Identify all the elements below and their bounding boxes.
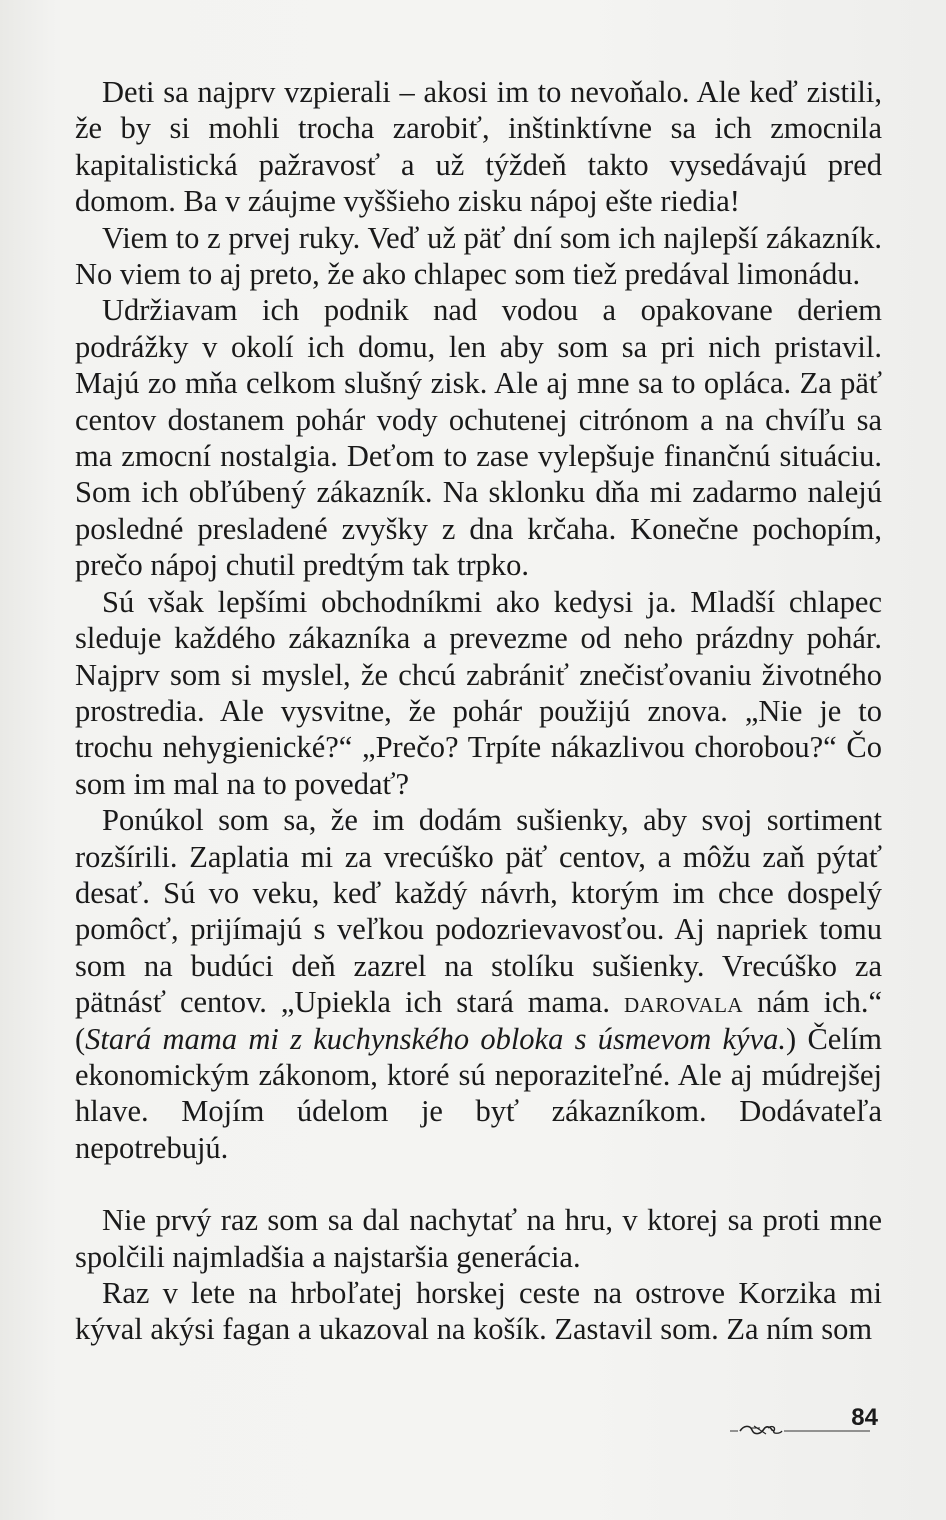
paragraph-6: Nie prvý raz som sa dal nachytať na hru, v ktorej sa proti mne spolčili najmladšia a najstaršia generácia. [75,1203,882,1274]
italic-aside: Stará mama mi z kuchynského obloka s úsmevom kýva. [85,1021,787,1056]
paragraph-1: Deti sa najprv vzpierali – akosi im to nevoňalo. Ale keď zistili, že by si mohli trocha zarobiť, inštinktívne sa ich zmocnila kapitalistická pažravosť a už týždeň takto vysedávajú pred domom. Ba v záujme vyššieho zisku nápoj ešte riedia! [75,75,882,219]
page-number: 84 [851,1404,878,1431]
paragraph-7: Raz v lete na hrboľatej horskej ceste na ostrove Korzika mi kýval akýsi fagan a ukazoval na košík. Zastavil som. Za ním som [75,1276,882,1347]
paragraph-3: Udržiavam ich podnik nad vodou a opakovane deriem podrážky v okolí ich domu, len aby som sa pri nich pristavil. Majú zo mňa celkom slušný zisk. Ale aj mne sa to opláca. Za päť centov dostanem pohár vody ochutenej citrónom a na chvíľu sa ma zmocní nostalgia. Deťom to zase vylepšuje finančnú situáciu. Som ich obľúbený zákazník. Na sklonku dňa mi zadarmo nalejú posledné presladené zvyšky z dna krčaha. Konečne pochopím, prečo nápoj chutil predtým tak trpko. [75,293,882,583]
page-footer [730,1398,890,1448]
paragraph-5-text-a: Ponúkol som sa, že im dodám sušienky, aby svoj sortiment rozšírili. Zaplatia mi za vrecúško päť centov, a môžu zaň pýtať desať. Sú vo veku, keď každý návrh, ktorým im chce dospelý pomôcť, prijímajú s veľkou podozrievavosťou. Aj napriek tomu som na budúci deň zazrel na stolíku sušienky. Vrecúško za pätnásť centov. „Upiekla ich stará mama. [75,803,882,1020]
section-break [75,1166,882,1202]
page-body-text [75,74,882,1348]
paragraph-5-text-c: ) Čelím ekonomickým zákonom, ktoré sú neporaziteľné. Ale aj múdrejšej hlave. Mojím údelom je byť zákazníkom. Dodávateľa nepotrebujú. [75,1021,882,1165]
paragraph-2: Viem to z prvej ruky. Veď už päť dní som ich najlepší zákazník. No viem to aj preto, že ako chlapec som tiež predával limonádu. [75,220,882,292]
pen-flourish-icon [730,1422,870,1438]
paragraph-4: Sú však lepšími obchodníkmi ako kedysi ja. Mladší chlapec sleduje každého zákazníka a prevezme od neho prázdny pohár. Najprv som si myslel, že chcú zabrániť znečisťovaniu životného prostredia. Ale vysvitne, že pohár použijú znova. „Nie je to trochu nehygienické?“ „Prečo? Trpíte nákazlivou chorobou?“ Čo som im mal na to povedať? [75,584,882,801]
small-caps-word: darovala [623,985,744,1020]
paragraph-5 [75,802,882,1166]
paragraph-5-text-b: nám ich.“ ( [75,985,883,1056]
